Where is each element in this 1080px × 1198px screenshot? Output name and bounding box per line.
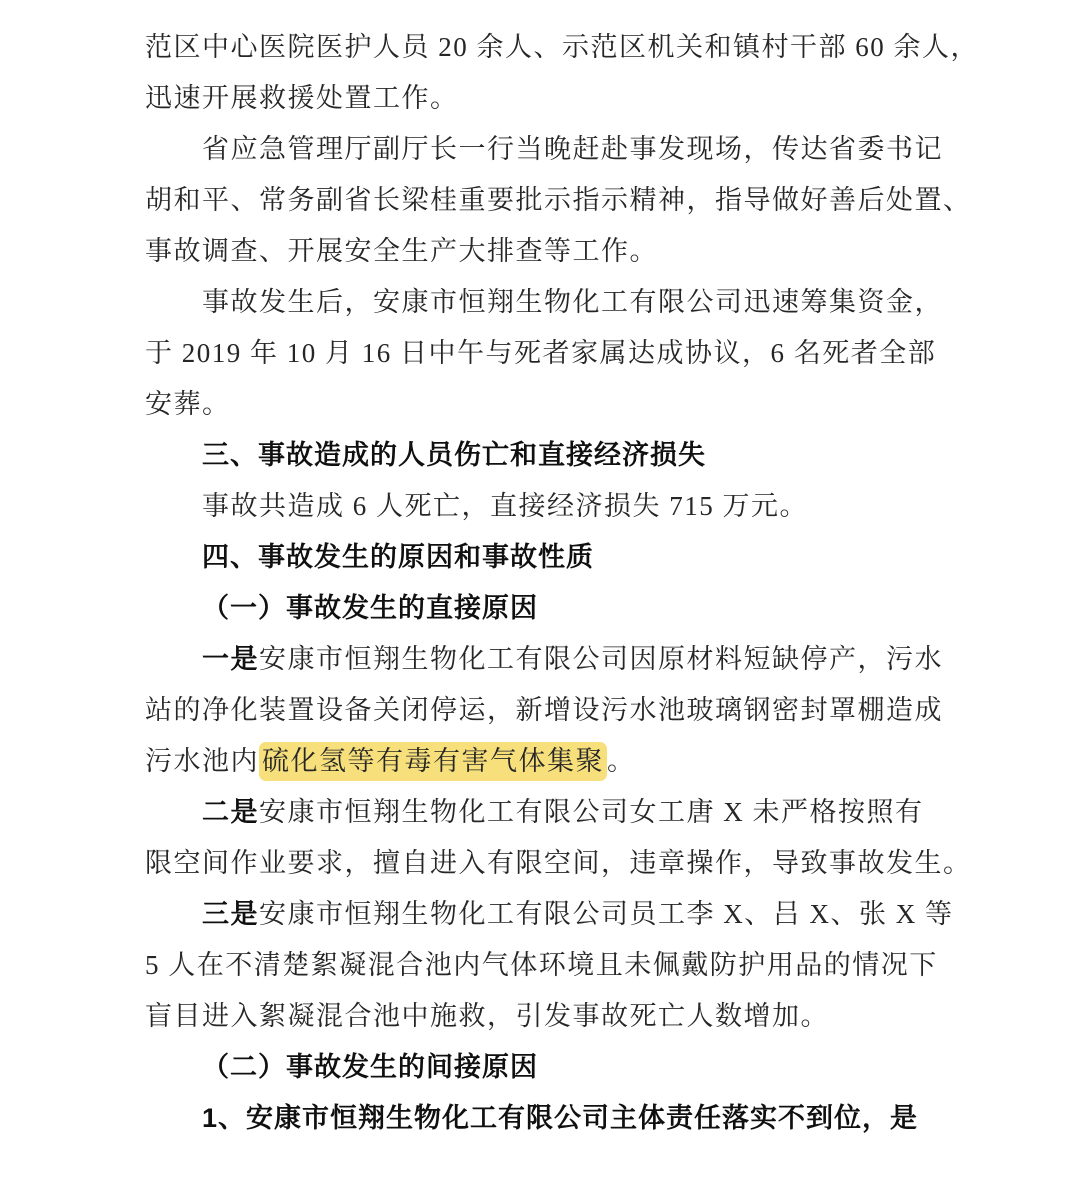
- line-text: 站的净化装置设备关闭停运，新增设污水池玻璃钢密封罩棚造成: [145, 695, 943, 725]
- body-text-line: [145, 22, 979, 73]
- numbered-point-line: [145, 1093, 950, 1144]
- highlighted-phrase: 硫化氢等有毒有害气体集聚: [259, 742, 607, 781]
- body-text-line: [145, 277, 950, 328]
- body-text-line: [145, 226, 950, 277]
- line-text: 省应急管理厅副厅长一行当晚赶赴事发现场，传达省委书记: [202, 134, 943, 164]
- paragraph-lead: 二是: [202, 797, 259, 827]
- line-text: 迅速开展救援处置工作。: [145, 83, 459, 113]
- heading-text: 四、事故发生的原因和事故性质: [202, 542, 594, 572]
- subsection-heading: [145, 1042, 950, 1093]
- body-text-line: [145, 940, 950, 991]
- line-text: 安康市恒翔生物化工有限公司女工唐 X 未严格按照有: [259, 797, 924, 827]
- heading-text: （二）事故发生的间接原因: [202, 1052, 538, 1082]
- line-text: 事故共造成 6 人死亡，直接经济损失 715 万元。: [202, 491, 808, 521]
- body-text-line: [145, 175, 972, 226]
- section-heading: [145, 430, 950, 481]
- line-text: 事故发生后，安康市恒翔生物化工有限公司迅速筹集资金，: [202, 287, 943, 317]
- paragraph-lead: 三是: [202, 899, 259, 929]
- line-text: 胡和平、常务副省长梁桂重要批示指示精神，指导做好善后处置、: [145, 185, 972, 215]
- body-text-line: [145, 124, 950, 175]
- body-text-line: [145, 991, 950, 1042]
- body-text-line: [145, 685, 950, 736]
- body-text-line: [145, 634, 950, 685]
- line-text: 安康市恒翔生物化工有限公司因原材料短缺停产，污水: [259, 644, 943, 674]
- line-text: 污水池内: [145, 746, 259, 776]
- line-text: 5 人在不清楚絮凝混合池内气体环境且未佩戴防护用品的情况下: [145, 950, 938, 980]
- body-text-line: [145, 481, 950, 532]
- body-text-line: [145, 787, 950, 838]
- body-text-line: [145, 328, 950, 379]
- line-text: 限空间作业要求，擅自进入有限空间，违章操作，导致事故发生。: [145, 848, 972, 878]
- line-text: 于 2019 年 10 月 16 日中午与死者家属达成协议，6 名死者全部: [145, 338, 937, 368]
- body-text-line: [145, 736, 950, 787]
- line-text: 事故调查、开展安全生产大排查等工作。: [145, 236, 658, 266]
- line-text: 安康市恒翔生物化工有限公司员工李 X、吕 X、张 X 等: [259, 899, 954, 929]
- line-text: 安葬。: [145, 389, 231, 419]
- body-text-line: [145, 889, 954, 940]
- heading-text: 三、事故造成的人员伤亡和直接经济损失: [202, 440, 706, 470]
- heading-text: （一）事故发生的直接原因: [202, 593, 538, 623]
- line-text: 。: [607, 746, 636, 776]
- body-text-line: [145, 379, 950, 430]
- body-text-line: [145, 838, 972, 889]
- body-text-line: [145, 73, 950, 124]
- section-heading: [145, 532, 950, 583]
- line-text: 范区中心医院医护人员 20 余人、示范区机关和镇村干部 60 余人，: [145, 32, 979, 62]
- heading-text: 1、安康市恒翔生物化工有限公司主体责任落实不到位，是: [202, 1103, 919, 1133]
- subsection-heading: [145, 583, 950, 634]
- paragraph-lead: 一是: [202, 644, 259, 674]
- line-text: 盲目进入絮凝混合池中施救，引发事故死亡人数增加。: [145, 1001, 829, 1031]
